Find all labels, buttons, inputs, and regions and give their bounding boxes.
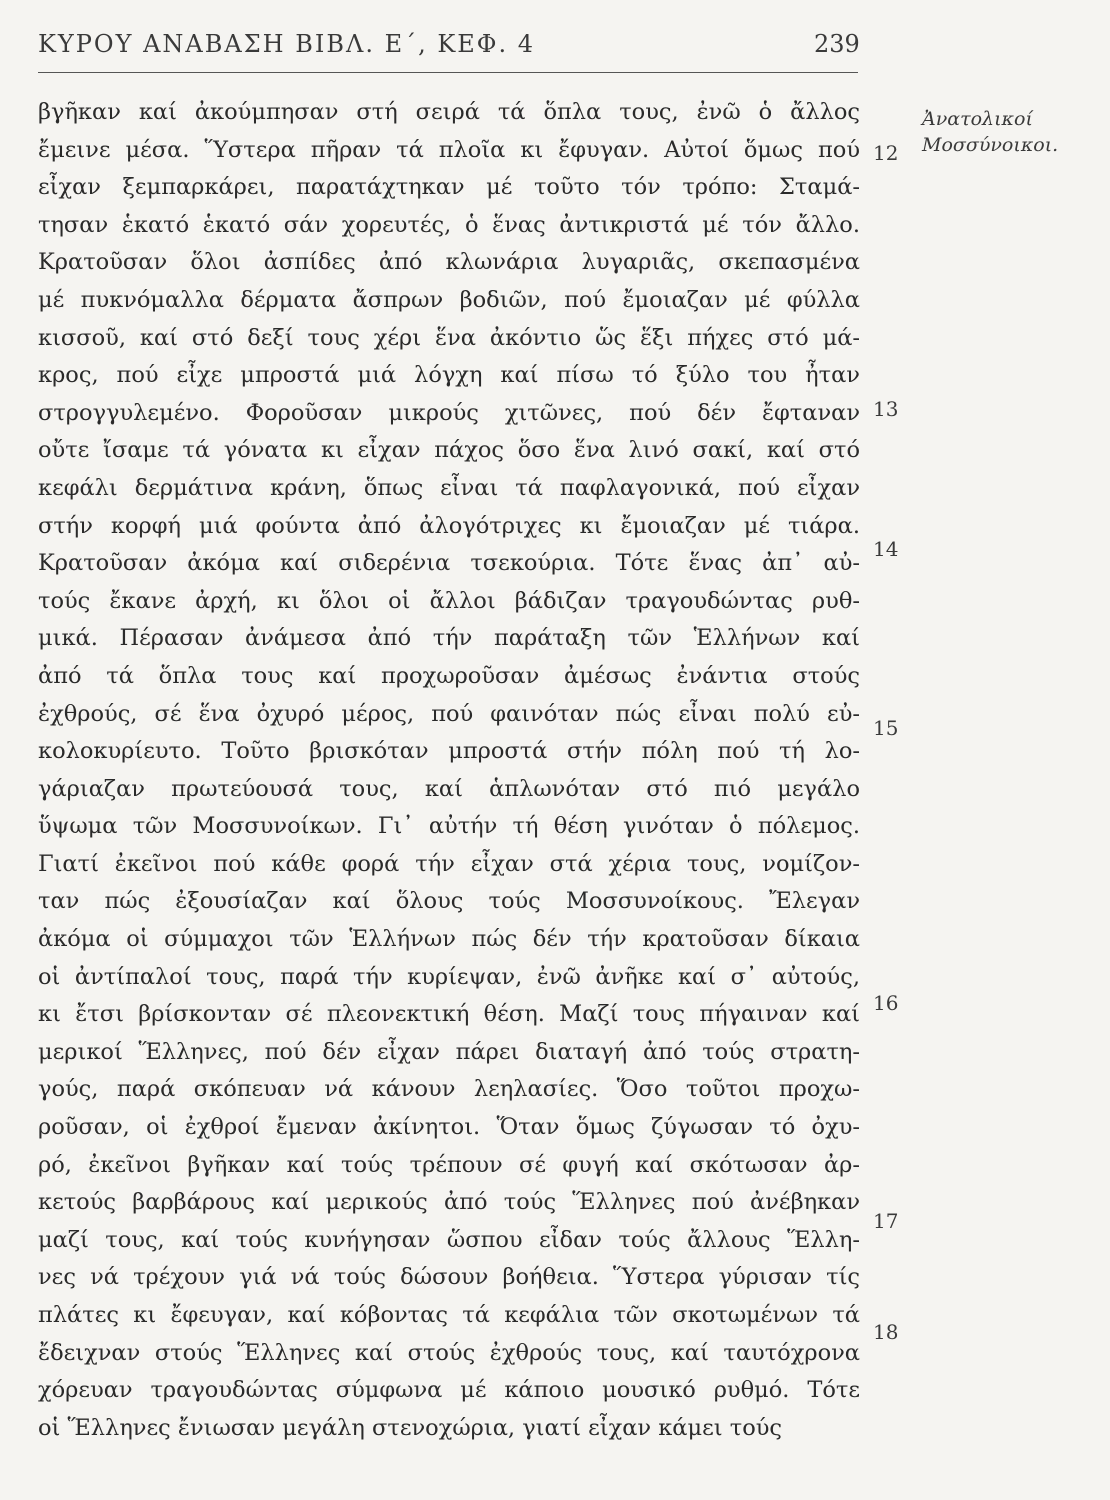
text-line: μικά. Πέρασαν ἀνάμεσα ἀπό τήν παράταξη τῶν Ἑλλήνων καί bbox=[38, 625, 860, 652]
text-line: στήν κορφή μιά φούντα ἀπό ἀλογότριχες κι ἔμοιαζαν μέ τιάρα. bbox=[38, 512, 860, 539]
text-line: ἀπό τά ὅπλα τους καί προχωροῦσαν ἀμέσως ἐνάντια στούς bbox=[38, 662, 860, 689]
section-number: 18 bbox=[873, 1320, 899, 1344]
text-line: κι ἔτσι βρίσκονταν σέ πλεονεκτική θέση. Μαζί τους πήγαιναν καί bbox=[38, 1001, 860, 1028]
text-line: ταν πώς ἐξουσίαζαν καί ὅλους τούς Μοσσυνοίκους. Ἔλεγαν bbox=[38, 888, 860, 915]
text-line: πλάτες κι ἔφευγαν, καί κόβοντας τά κεφάλια τῶν σκοτωμένων τά bbox=[38, 1302, 860, 1328]
body-text bbox=[38, 94, 868, 1447]
running-title: ΚΥΡΟΥ ΑΝΑΒΑΣΗ ΒΙΒΛ. Ε΄, ΚΕΦ. 4 bbox=[38, 30, 536, 58]
text-line: Γιατί ἐκεῖνοι πού κάθε φορά τήν εἶχαν στά χέρια τους, νομίζον- bbox=[38, 850, 860, 877]
text-line: ὕψωμα τῶν Μοσσυνοίκων. Γι᾿ αὐτήν τή θέση γινόταν ὁ πόλεμος. bbox=[38, 813, 860, 840]
text-line: κισσοῦ, καί στό δεξί τους χέρι ἕνα ἀκόντιο ὥς ἕξι πήχες στό μά- bbox=[38, 324, 860, 351]
section-number: 12 bbox=[873, 141, 899, 165]
text-line: κρος, πού εἶχε μπροστά μιά λόγχη καί πίσω τό ξύλο του ἦταν bbox=[38, 362, 860, 389]
text-line: εἶχαν ξεμπαρκάρει, παρατάχτηκαν μέ τοῦτο τόν τρόπο: Σταμά- bbox=[38, 174, 860, 201]
margin-note-line: Μοσσύνοικοι. bbox=[922, 134, 1059, 156]
section-number: 16 bbox=[873, 991, 899, 1015]
text-line: Κρατοῦσαν ἀκόμα καί σιδερένια τσεκούρια. Τότε ἕνας ἀπ᾿ αὐ- bbox=[38, 550, 860, 577]
margin-note-line: Ἀνατολικοί bbox=[922, 108, 1033, 130]
text-line: τησαν ἑκατό ἑκατό σάν χορευτές, ὁ ἕνας ἀντικριστά μέ τόν ἄλλο. bbox=[38, 211, 860, 238]
text-line: οἱ Ἕλληνες ἔνιωσαν μεγάλη στενοχώρια, γιατί εἶχαν κάμει τούς bbox=[38, 1414, 783, 1441]
section-number: 13 bbox=[873, 397, 899, 421]
text-line: κεφάλι δερμάτινα κράνη, ὅπως εἶναι τά παφλαγονικά, πού εἶχαν bbox=[38, 474, 860, 501]
text-line: μαζί τους, καί τούς κυνήγησαν ὥσπου εἶδαν τούς ἄλλους Ἕλλη- bbox=[38, 1226, 860, 1253]
text-line: οἱ ἀντίπαλοί τους, παρά τήν κυρίεψαν, ἐνῶ ἀνῆκε καί σ᾿ αὐτούς, bbox=[38, 963, 860, 990]
text-line: νες νά τρέχουν γιά νά τούς δώσουν βοήθεια. Ὕστερα γύρισαν τίς bbox=[38, 1264, 860, 1291]
text-line: ροῦσαν, οἱ ἐχθροί ἔμεναν ἀκίνητοι. Ὅταν ὅμως ζύγωσαν τό ὀχυ- bbox=[38, 1114, 860, 1141]
text-line: γάριαζαν πρωτεύουσά τους, καί ἁπλωνόταν στό πιό μεγάλο bbox=[38, 775, 860, 802]
text-line: ρό, ἐκεῖνοι βγῆκαν καί τούς τρέπουν σέ φυγή καί σκότωσαν ἀρ- bbox=[38, 1151, 860, 1178]
text-line: στρογγυλεμένο. Φοροῦσαν μικρούς χιτῶνες, πού δέν ἔφταναν bbox=[38, 399, 860, 426]
text-line: ἀκόμα οἱ σύμμαχοι τῶν Ἑλλήνων πώς δέν τήν κρατοῦσαν δίκαια bbox=[38, 926, 860, 953]
text-line: μερικοί Ἕλληνες, πού δέν εἶχαν πάρει διαταγή ἀπό τούς στρατη- bbox=[38, 1038, 860, 1065]
section-number: 14 bbox=[873, 537, 899, 561]
text-line: Κρατοῦσαν ὅλοι ἀσπίδες ἀπό κλωνάρια λυγαριᾶς, σκεπασμένα bbox=[38, 249, 860, 276]
text-line: κετούς βαρβάρους καί μερικούς ἀπό τούς Ἕλληνες πού ἀνέβηκαν bbox=[38, 1189, 860, 1216]
text-line: ἔδειχναν στούς Ἕλληνες καί στούς ἐχθρούς τους, καί ταυτόχρονα bbox=[38, 1339, 860, 1366]
text-line: μέ πυκνόμαλλα δέρματα ἄσπρων βοδιῶν, πού ἔμοιαζαν μέ φύλλα bbox=[38, 286, 860, 313]
section-number: 15 bbox=[873, 716, 899, 740]
text-line: χόρευαν τραγουδώντας σύμφωνα μέ κάποιο μουσικό ρυθμό. Τότε bbox=[38, 1377, 860, 1404]
text-line: κολοκυρίευτο. Τοῦτο βρισκόταν μπροστά στήν πόλη πού τή λο- bbox=[38, 738, 860, 765]
section-number: 17 bbox=[873, 1209, 899, 1233]
text-line: βγῆκαν καί ἀκούμπησαν στή σειρά τά ὅπλα τους, ἐνῶ ὁ ἄλλος bbox=[38, 99, 860, 125]
header-rule bbox=[38, 72, 858, 73]
text-line: οὔτε ἴσαμε τά γόνατα κι εἶχαν πάχος ὅσο ἕνα λινό σακί, καί στό bbox=[38, 437, 860, 464]
text-line: ἔμεινε μέσα. Ὕστερα πῆραν τά πλοῖα κι ἔφυγαν. Αὐτοί ὅμως πού bbox=[38, 136, 860, 163]
margin-note bbox=[922, 106, 1092, 158]
text-line: ἐχθρούς, σέ ἕνα ὀχυρό μέρος, πού φαινόταν πώς εἶναι πολύ εὐ- bbox=[38, 700, 860, 727]
text-line: γούς, παρά σκόπευαν νά κάνουν λεηλασίες. Ὅσο τοῦτοι προχω- bbox=[38, 1076, 860, 1103]
page-number: 239 bbox=[814, 30, 860, 58]
text-line: τούς ἔκανε ἀρχή, κι ὅλοι οἱ ἄλλοι βάδιζαν τραγουδώντας ρυθ- bbox=[38, 587, 860, 614]
